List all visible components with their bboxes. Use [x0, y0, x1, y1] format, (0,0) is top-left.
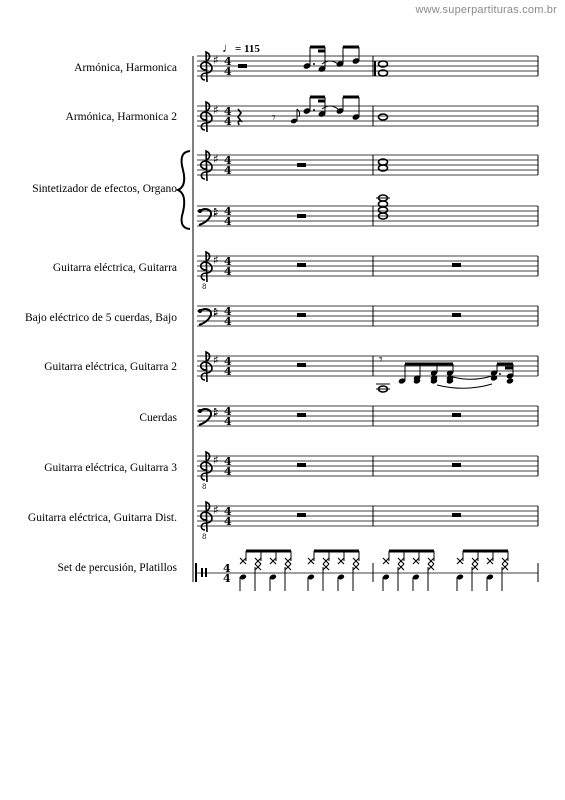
- guitar-2-notes: [376, 352, 514, 392]
- instrument-label-guitar-dist: Guitarra eléctrica, Guitarra Dist.: [27, 512, 177, 524]
- svg-text:4: 4: [224, 215, 232, 228]
- svg-text:4: 4: [224, 205, 232, 218]
- svg-text:4: 4: [224, 55, 232, 68]
- svg-text:4: 4: [224, 115, 232, 128]
- svg-text:4: 4: [224, 455, 232, 468]
- staff-bass: [197, 305, 538, 328]
- svg-text:𝄾: 𝄾: [272, 110, 276, 126]
- svg-text:4: 4: [223, 572, 231, 585]
- tempo-value: = 115: [235, 43, 260, 55]
- svg-text:♯: ♯: [213, 253, 219, 267]
- svg-text:♯: ♯: [213, 53, 219, 67]
- grand-staff-brace: [178, 151, 190, 229]
- quarter-note-icon: ♩: [222, 40, 235, 55]
- staff-harm2: [197, 102, 538, 132]
- svg-text:8: 8: [202, 533, 207, 541]
- instrument-label-organ: Sintetizador de efectos, Organo: [32, 183, 177, 195]
- staff-gtr1: [197, 252, 538, 291]
- percussion-notes: [239, 551, 508, 591]
- svg-text:8: 8: [202, 483, 207, 491]
- svg-text:4: 4: [224, 355, 232, 368]
- svg-text:4: 4: [224, 505, 232, 518]
- svg-text:4: 4: [224, 315, 232, 328]
- staff-synth: [197, 151, 538, 181]
- instrument-label-guitar-3: Guitarra eléctrica, Guitarra 3: [44, 462, 177, 474]
- svg-text:♯: ♯: [213, 306, 219, 320]
- svg-text:4: 4: [224, 154, 232, 167]
- instrument-label-guitar: Guitarra eléctrica, Guitarra: [52, 262, 177, 274]
- svg-text:𝄾: 𝄾: [379, 352, 383, 368]
- instrument-label-harmonica-2: Armónica, Harmonica 2: [65, 111, 177, 123]
- staff-gtr3: [197, 452, 538, 491]
- instrument-label-percussion: Set de percusión, Platillos: [57, 562, 177, 574]
- staff-harm1: [197, 52, 538, 82]
- instrument-label-harmonica: Armónica, Harmonica: [74, 62, 177, 74]
- instrument-label-guitar-2: Guitarra eléctrica, Guitarra 2: [44, 361, 177, 373]
- svg-text:4: 4: [224, 365, 232, 378]
- svg-text:4: 4: [224, 415, 232, 428]
- svg-text:4: 4: [224, 65, 232, 78]
- svg-text:4: 4: [223, 562, 231, 575]
- synth-notes: [297, 159, 390, 219]
- svg-text:4: 4: [224, 305, 232, 318]
- harmonica-1-notes: [238, 47, 388, 76]
- staff-gtrd: [197, 502, 538, 541]
- svg-text:♯: ♯: [213, 406, 219, 420]
- svg-text:♯: ♯: [213, 206, 219, 220]
- instrument-label-bass: Bajo eléctrico de 5 cuerdas, Bajo: [25, 312, 177, 324]
- svg-text:4: 4: [224, 465, 232, 478]
- svg-text:4: 4: [224, 164, 232, 177]
- harmonica-2-notes: [238, 97, 388, 126]
- svg-text:4: 4: [224, 255, 232, 268]
- staff-str: [197, 405, 538, 428]
- percussion-bracket: [195, 563, 197, 582]
- svg-text:♯: ♯: [213, 453, 219, 467]
- svg-text:4: 4: [224, 265, 232, 278]
- site-watermark: www.superpartituras.com.br: [415, 4, 557, 16]
- svg-text:4: 4: [224, 105, 232, 118]
- svg-text:♯: ♯: [213, 503, 219, 517]
- svg-text:4: 4: [224, 405, 232, 418]
- staff-synth: [197, 205, 538, 228]
- svg-text:4: 4: [224, 515, 232, 528]
- svg-text:♯: ♯: [213, 353, 219, 367]
- instrument-label-strings: Cuerdas: [139, 412, 177, 424]
- svg-text:♯: ♯: [213, 103, 219, 117]
- svg-text:8: 8: [202, 283, 207, 291]
- svg-text:♯: ♯: [213, 152, 219, 166]
